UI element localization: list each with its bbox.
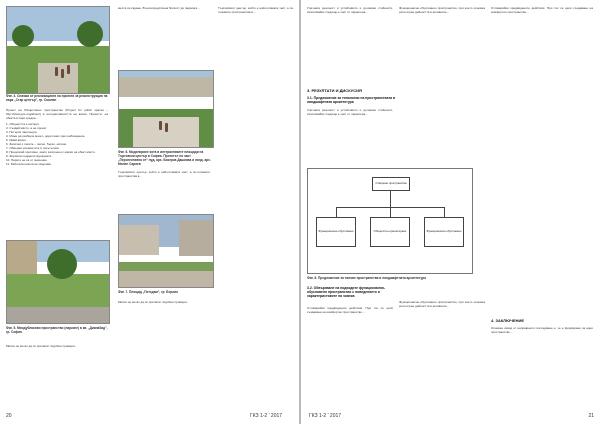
left-col3-paragraph: Търговският център, който е най-голямата част, а по-големите пространства в... [118,170,210,178]
photo-5-caption: Фиг. 5. Междублоково пространство (паркинг) в кв. „Дианабад", гр. София [6,326,108,334]
right-col3-paragraph: Отговаряйки предвидените действия. При тях се цели създаване на комфортно пространство... [491,6,593,14]
left-col1-bottom-text [6,344,108,406]
principles-list [6,122,108,166]
subsection-behaviour-title: 3.2. Обвързване на подходите функционално-обусловено пространство с поведението и характеристиките на човека [307,286,386,298]
subsection-typologies-title: 3.1. Предложение за типологии на пространствата в ландшафтната архитектура [307,96,396,104]
left-page [0,0,299,424]
photo-6-caption: Фиг. 6. Моделиране кота в интерактивите площади на Търговски център в София. Проектът на част „Перспективна от“ луд, арх. Бисерка Дашкова и ланд. арх. Милен Сараев [118,150,211,166]
list-item: 4. Може да разберш много, дори само чрез наблюдение. [6,134,86,138]
conclusion-paragraph: Основен извод от направеното изследване е, че е формирано за едно пространство... [491,326,593,334]
right-journal-label: ГКЗ 1-2 ' 2017 [309,413,342,419]
list-item: 10. Парите не са от значение. [6,158,48,162]
list-item: 6. Започни с леките – лесно, бързо, евтино. [6,142,67,146]
photo-4-caption: Фиг. 4. Снимки от реализацията на проекта за реконструкция на парк „Стар център", гр. Смолян [6,94,108,102]
photo-park-reconstruction [6,6,110,94]
right-col1-mid-text [307,108,393,162]
left-col3-text [118,170,210,214]
list-item: 1. Общността е експерт. [6,122,40,126]
left-col2-paragraph: места са сядане. В непосредствена близост до паркинга ... [118,6,201,10]
left-col5-text [218,6,294,406]
right-col1-paragraph: Уличната реалност и устойчивото и дължимо стойности, използвайки гледище е част от характера... [307,6,393,14]
diagram-left-box: Функционално-обусловено [316,217,356,247]
right-col2-paragraph: Функционално-обусловено пространство, при което основна роля играе дейността в активните... [399,6,485,14]
photo-parking-courtyard [6,240,110,324]
photo-potsdam-square [118,214,214,288]
right-col1-mid-paragraph: Уличната реалност и устойчивото и дължимо стойности, използвайки гледище е част от характера... [307,108,393,116]
left-col4-text [118,300,210,406]
photo-interactive-square [118,70,214,148]
right-col2-bottom-text [399,300,485,406]
left-col1-bottom-paragraph: Мисия не могат да се прилагат подобни примери... [6,344,78,348]
right-col1-bottom-text [307,306,393,406]
typology-diagram [307,168,473,274]
conclusion-text [491,326,593,406]
diagram-right-box: Функционално-обусловено [424,217,464,247]
figure-8-caption: Фиг. 8. Предложение за типове пространства в ландшафтната архитектура [307,276,426,280]
list-item: 9. Формата подкрепя функцията. [6,154,52,158]
right-col1-intro-text [307,6,393,86]
left-col1-text [6,108,108,200]
list-item: 11. Работата никога не свършва. [6,162,52,166]
right-col2-text [399,6,485,162]
diagram-top-box: Отворени пространства [372,177,410,191]
list-item: 3. Потърси партньори. [6,130,38,134]
list-item: 2. Създай място, а не проект. [6,126,47,130]
left-page-number: 20 [6,413,12,419]
list-item: 5. Имай визия. [6,138,27,142]
list-item: 7. Обвържи елементите в триъгълник. [6,146,60,150]
left-col1-paragraph: Проект на Обществено пространство (Project for public spaces – http://www.pps.org/about/) в интерактивността на визия. Проектът на обекта в парк средна ... [6,108,108,120]
right-page-number: 21 [588,413,594,419]
left-col4-paragraph: Мисия не могат да се прилагат подобни примери... [118,300,190,304]
section-results-title: 3. РЕЗУЛТАТИ И ДИСКУСИЯ [307,88,362,93]
right-col3-text [491,6,593,292]
conclusion-title: 4. ЗАКЛЮЧЕНИЕ [491,318,525,323]
diagram-middle-box: Общностно-ориентирано [370,217,410,247]
left-journal-label: ГКЗ 1-2 ' 2017 [250,413,283,419]
photo-7-caption: Фиг. 7. Площад „Потсдам", гр. Берлин [118,290,179,294]
list-item: 8. Предлагай противно, както започнеш с малки на обект място. [6,150,96,154]
right-col2-bottom-paragraph: Функционално-обусловено пространство, при което основна роля играе дейността в активните... [399,300,485,308]
right-col1-bottom-paragraph: Отговаряйки предвидените действия. При тях се цели създаване на комфортно пространство... [307,306,393,314]
left-col2-text [118,6,210,76]
right-page [301,0,600,424]
left-col5-paragraph: Търговският център, който е най-голямата част, а по-големите пространства в... [218,6,294,14]
